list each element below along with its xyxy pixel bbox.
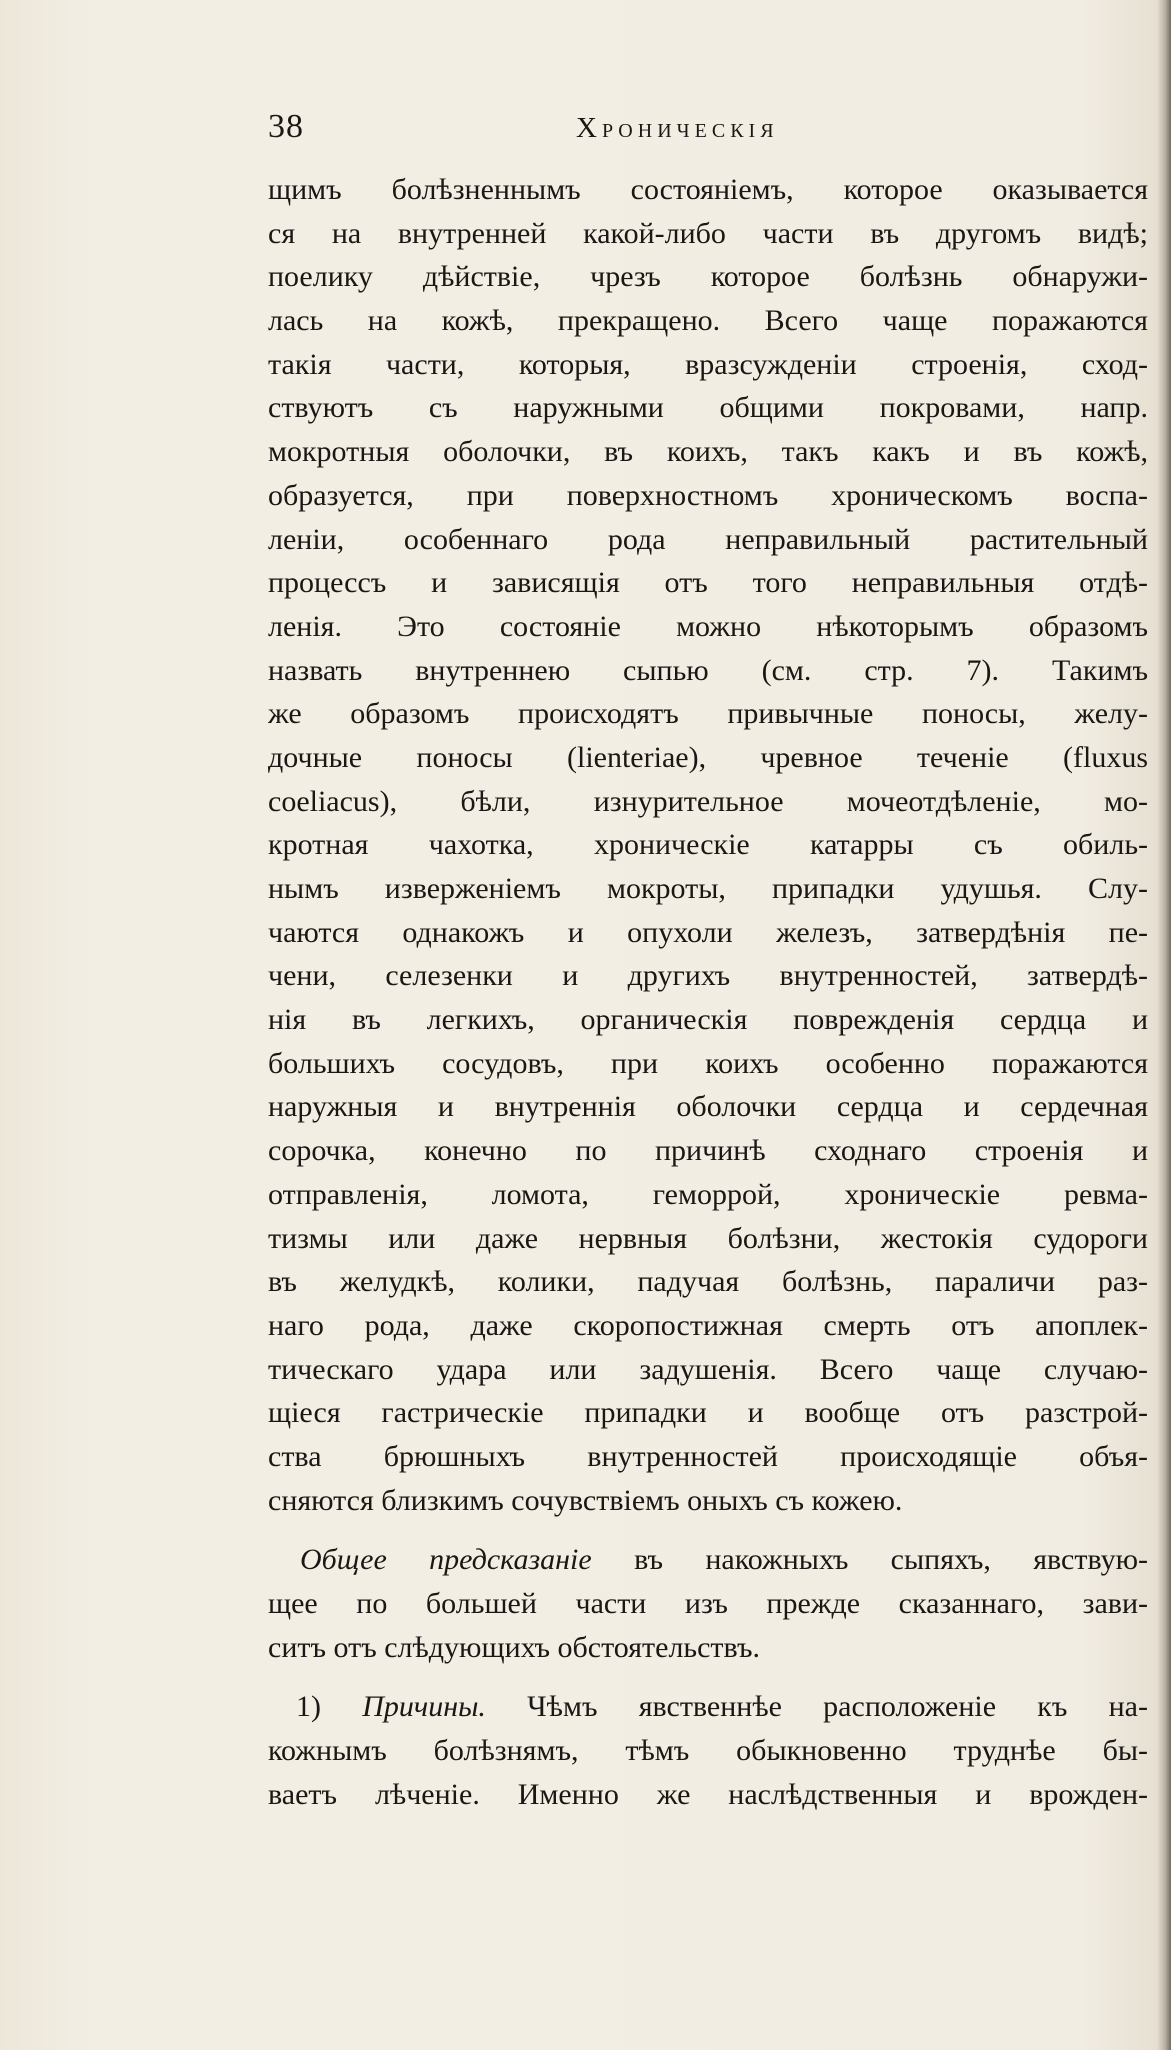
text-line: тизмы или даже нервныя болѣзни, жестокія судороги [268,1221,1148,1255]
body-text [268,168,1148,1816]
page-edge-shadow [1157,0,1171,2050]
causes-number: 1) [296,1690,321,1724]
text-line: щее по большей части изъ прежде сказаннаго, зави- [268,1587,1148,1620]
text-line: coeliacus), бѣли, изнурительное мочеотдѣленіе, мо- [268,784,1148,818]
text-line: чени, селезенки и другихъ внутренностей, затвердѣ- [268,959,1148,993]
text-line: ства брюшныхъ внутренностей происходящіе объя- [268,1439,1148,1473]
text-line: ся на внутренней какой-либо части въ другомъ видѣ; [268,216,1148,250]
text-line: большихъ сосудовъ, при коихъ особенно поражаются [268,1046,1148,1080]
paragraph-gap [268,1522,1148,1538]
text-line: же образомъ происходятъ привычные поносы, желу- [268,697,1148,731]
causes-text: Чѣмъ явственнѣе расположеніе къ на- [485,1690,1148,1724]
text-line: назвать внутреннею сыпью (см. стр. 7). Такимъ [268,653,1148,687]
text-line: такія части, которыя, вразсужденіи строенія, сход- [268,347,1148,381]
text-line: кротная чахотка, хроническіе катарры съ обиль- [268,828,1148,862]
text-line: наго рода, даже скоропостижная смерть отъ апоплек- [268,1308,1148,1342]
text-line: чаются однакожъ и опухоли железъ, затвердѣнія пе- [268,915,1148,949]
text-line: леніи, особеннаго рода неправильный растительный [268,522,1148,556]
text-line: щіеся гастрическіе припадки и вообще отъ разстрой- [268,1396,1148,1430]
text-line: поелику дѣйствіе, чрезъ которое болѣзнь обнаружи- [268,260,1148,294]
text-line: сорочка, конечно по причинѣ сходнаго строенія и [268,1134,1148,1168]
paragraph-gap [268,1669,1148,1685]
running-title: Хроническія [576,112,779,144]
text-line: кожнымъ болѣзнямъ, тѣмъ обыкновенно труднѣе бы- [268,1734,1148,1768]
text-line: ствуютъ съ наружными общими покровами, напр. [268,391,1148,425]
text-line: ситъ отъ слѣдующихъ обстоятельствъ. [268,1630,760,1664]
text-line: въ желудкѣ, колики, падучая болѣзнь, параличи раз- [268,1265,1148,1299]
text-line: образуется, при поверхностномъ хроническомъ воспа- [268,478,1148,512]
text-line: ленія. Это состояніе можно нѣкоторымъ образомъ [268,609,1148,643]
text-line: тическаго удара или задушенія. Всего чаще случаю- [268,1352,1148,1386]
text-line: наружныя и внутреннія оболочки сердца и сердечная [268,1090,1148,1124]
text-line: щимъ болѣзненнымъ состояніемъ, которое оказывается [268,173,1148,206]
causes-paragraph-line [268,1685,1148,1729]
text-line: процессъ и зависящія отъ того неправильныя отдѣ- [268,566,1148,600]
text-line: отправленія, ломота, геморрой, хроническіе ревма- [268,1177,1148,1211]
text-line: лась на кожѣ, прекращено. Всего чаще поражаются [268,304,1148,338]
prognosis-paragraph-line [268,1538,1148,1582]
causes-heading: Причины. [362,1690,486,1724]
text-line: нія въ легкихъ, органическія поврежденія сердца и [268,1003,1148,1037]
text-line: мокротныя оболочки, въ коихъ, такъ какъ и въ кожѣ, [268,435,1148,469]
prognosis-text: въ накожныхъ сыпяхъ, явствую- [591,1543,1148,1577]
page-header [268,108,1148,158]
text-line: ваетъ лѣченіе. Именно же наслѣдственныя и врожден- [268,1777,1148,1811]
text-line: дочные поносы (lienteriae), чревное теченіе (fluxus [268,740,1148,774]
text-line: нымъ изверженіемъ мокроты, припадки удушья. Слу- [268,872,1148,905]
prognosis-heading: Общее предсказаніе [300,1543,592,1577]
text-line: сняются близкимъ сочувствіемъ оныхъ съ кожею. [268,1483,903,1517]
page-number: 38 [268,108,304,145]
